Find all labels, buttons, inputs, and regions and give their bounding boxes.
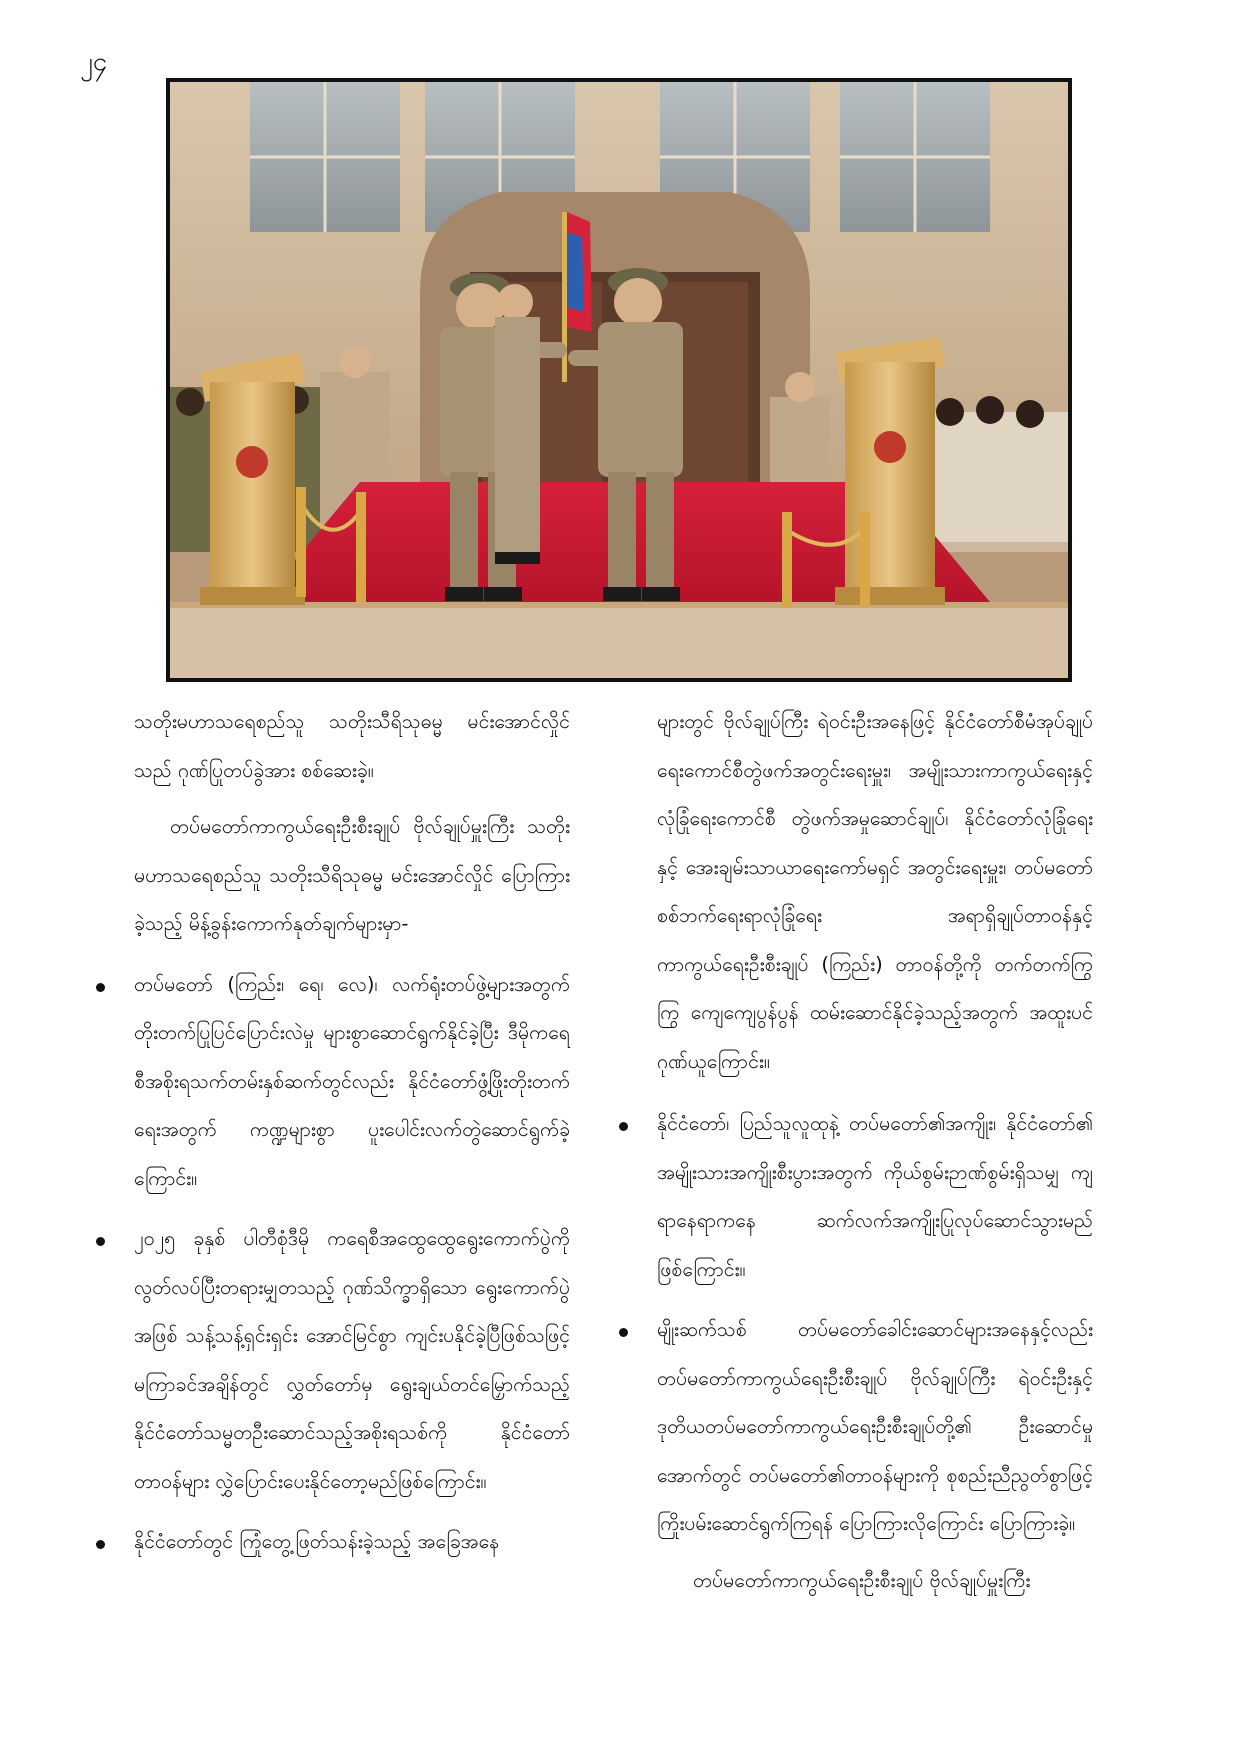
- bullet-icon: [96, 1540, 105, 1549]
- list-item: [134, 961, 570, 1204]
- list-item: [657, 1306, 1093, 1549]
- list-item-text: နိုင်ငံတော်တွင် ကြုံတွေ့ဖြတ်သန်းခဲ့သည့် အခြေအနေ: [134, 1530, 500, 1553]
- list-item: [657, 1100, 1093, 1294]
- bullet-icon: [619, 1328, 628, 1337]
- list-item-text: တပ်မတော် (ကြည်း၊ ရေ၊ လေ)၊ လက်ရုံးတပ်ဖွဲ့များအတွက် တိုးတက်ပြုပြင်ပြောင်းလဲမှု များစွာဆောင်ရွက်နိုင်ခဲ့ပြီး ဒီမိုကရေစီအစိုးရသက်တမ်းနှစ်ဆက်တွင်လည်း နိုင်ငံတော်ဖွံ့ဖြိုးတိုးတက်ရေးအတွက် ကဏ္ဍများစွာ ပူးပေါင်းလက်တွဲဆောင်ရွက်ခဲ့ကြောင်း။: [134, 972, 570, 1190]
- speech-intro-paragraph: တပ်မတော်ကာကွယ်ရေးဦးစီးချုပ် ဗိုလ်ချုပ်မှူးကြီး သတိုးမဟာသရေစည်သူ သတိုးသီရိသုဓမ္မ မင်းအောင်လှိုင် ပြောကြားခဲ့သည့် မိန့်ခွန်းကောက်နုတ်ချက်များမှာ-: [134, 815, 570, 935]
- page-number: ၂၄: [80, 47, 108, 77]
- final-paragraph: တပ်မတော်ကာကွယ်ရေးဦးစီးချုပ် ဗိုလ်ချုပ်မှူးကြီး: [693, 1568, 1031, 1592]
- bullet-icon: [96, 983, 105, 992]
- ceremony-photo: [166, 78, 1072, 682]
- list-item-text: နိုင်ငံတော်၊ ပြည်သူလူထုနဲ့ တပ်မတော်၏အကျိုး၊ နိုင်ငံတော်၏ အမျိုးသားအကျိုးစီးပွားအတွက် ကိုယ်စွမ်းဉာဏ်စွမ်းရှိသမျှ ကျရာနေရာကနေ ဆက်လက်အကျိုးပြုလုပ်ဆောင်သွားမည်ဖြစ်ကြောင်း။: [657, 1112, 1093, 1281]
- left-column: [134, 698, 570, 1567]
- right-column: [657, 698, 1093, 1605]
- intro-paragraph: သတိုးမဟာသရေစည်သူ သတိုးသီရိသုဓမ္မ မင်းအောင်လှိုင်သည် ဂုဏ်ပြုတပ်ခွဲအား စစ်ဆေးခဲ့။: [134, 710, 570, 782]
- speech-points-list: [134, 961, 570, 1567]
- list-item: [134, 1215, 570, 1506]
- bullet-icon: [96, 1237, 105, 1246]
- ceremony-photo-illustration: [170, 82, 1068, 678]
- list-item-text: ၂၀၂၅ ခုနှစ် ပါတီစုံဒီမို ကရေစီအထွေထွေရွေးကောက်ပွဲကို လွတ်လပ်ပြီးတရားမျှတသည့် ဂုဏ်သိက္ခာရှိသော ရွေးကောက်ပွဲအဖြစ် သန့်သန့်ရှင်းရှင်း အောင်မြင်စွာ ကျင်းပနိုင်ခဲ့ပြီဖြစ်သဖြင့် မကြာခင်အချိန်တွင် လွှတ်တော်မှ ရွေးချယ်တင်မြှောက်သည့် နိုင်ငံတော်သမ္မတဦးဆောင်သည့်အစိုးရသစ်ကို နိုင်ငံတော်တာဝန်များ လွှဲပြောင်းပေးနိုင်တော့မည်ဖြစ်ကြောင်း။: [134, 1227, 570, 1493]
- continued-paragraph: များတွင် ဗိုလ်ချုပ်ကြီး ရဲဝင်းဦးအနေဖြင့် နိုင်ငံတော်စီမံအုပ်ချုပ်ရေးကောင်စီတွဲဖက်အတွင်းရေးမှူး၊ အမျိုးသားကာကွယ်ရေးနှင့်လုံခြုံရေးကောင်စီ တွဲဖက်အမှုဆောင်ချုပ်၊ နိုင်ငံတော်လုံခြုံရေးနှင့် အေးချမ်းသာယာရေးကော်မရှင် အတွင်းရေးမှူး၊ တပ်မတော်စစ်ဘက်ရေးရာလုံခြုံရေး အရာရှိချုပ်တာဝန်နှင့် ကာကွယ်ရေးဦးစီးချုပ် (ကြည်း) တာဝန်တို့ကို တက်တက်ကြွကြွ ကျေကျေပွန်ပွန် ထမ်းဆောင်နိုင်ခဲ့သည့်အတွက် အထူးပင်ဂုဏ်ယူကြောင်း။: [657, 710, 1093, 1073]
- list-item: [134, 1518, 570, 1567]
- list-item-text: မျိုးဆက်သစ် တပ်မတော်ခေါင်းဆောင်များအနေနှင့်လည်း တပ်မတော်ကာကွယ်ရေးဦးစီးချုပ် ဗိုလ်ချုပ်ကြီး ရဲဝင်းဦးနှင့် ဒုတိယတပ်မတော်ကာကွယ်ရေးဦးစီးချုပ်တို့၏ ဦးဆောင်မှုအောက်တွင် တပ်မတော်၏တာဝန်များကို စုစည်းညီညွတ်စွာဖြင့် ကြိုးပမ်းဆောင်ရွက်ကြရန် ပြောကြားလိုကြောင်း ပြောကြားခဲ့။: [657, 1318, 1093, 1535]
- bullet-icon: [619, 1122, 628, 1131]
- speech-points-list-continued: [657, 1100, 1093, 1549]
